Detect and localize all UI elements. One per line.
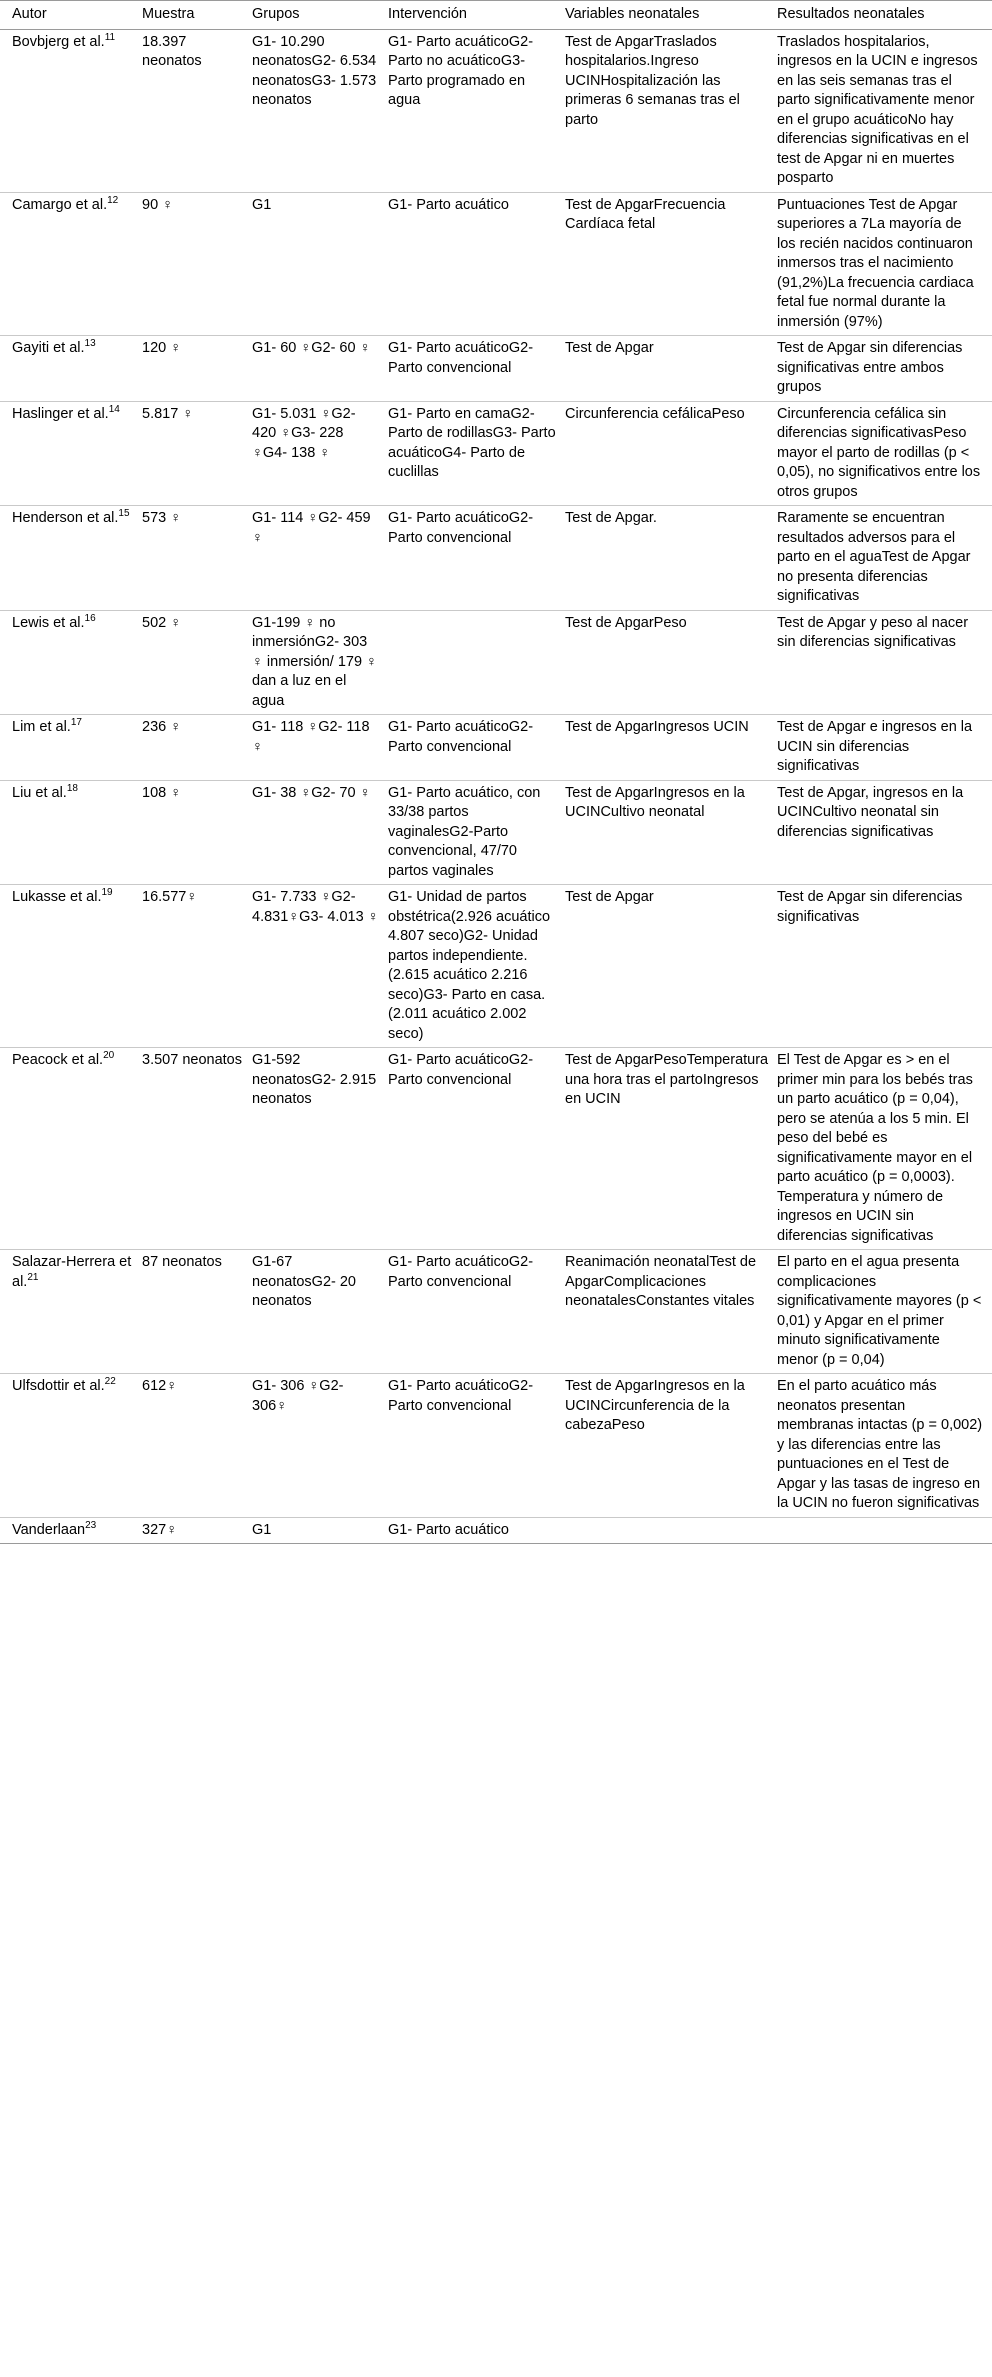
results-cell: Test de Apgar sin diferencias significativas <box>777 885 992 1048</box>
author-name: Lukasse et al. <box>12 889 102 905</box>
groups-cell: G1- 5.031 ♀G2- 420 ♀G3- 228 ♀G4- 138 ♀ <box>252 401 388 506</box>
variables-cell: Test de ApgarIngresos UCIN <box>565 715 777 781</box>
table-row <box>0 192 992 336</box>
variables-cell: Test de Apgar <box>565 336 777 402</box>
reference-number: 14 <box>108 403 120 415</box>
header-row <box>0 1 992 30</box>
table-row <box>0 610 992 715</box>
table-row <box>0 1250 992 1374</box>
groups-cell: G1- 60 ♀G2- 60 ♀ <box>252 336 388 402</box>
sample-cell: 120 ♀ <box>142 336 252 402</box>
header-intervention: Intervención <box>388 1 565 30</box>
variables-cell: Test de ApgarPeso <box>565 610 777 715</box>
sample-cell: 612♀ <box>142 1374 252 1518</box>
results-cell: Test de Apgar e ingresos en la UCIN sin diferencias significativas <box>777 715 992 781</box>
header-groups: Grupos <box>252 1 388 30</box>
header-sample: Muestra <box>142 1 252 30</box>
table-row <box>0 1374 992 1518</box>
intervention-cell: G1- Parto acuático, con 33/38 partos vaginalesG2-Parto convencional, 47/70 partos vaginales <box>388 780 565 885</box>
intervention-cell: G1- Unidad de partos obstétrica(2.926 acuático 4.807 seco)G2- Unidad partos independiente. (2.615 acuático 2.216 seco)G3- Parto en casa. (2.011 acuático 2.002 seco) <box>388 885 565 1048</box>
variables-cell: Test de ApgarIngresos en la UCINCircunferencia de la cabezaPeso <box>565 1374 777 1518</box>
reference-number: 11 <box>104 31 116 43</box>
intervention-cell: G1- Parto en camaG2- Parto de rodillasG3- Parto acuáticoG4- Parto de cuclillas <box>388 401 565 506</box>
reference-number: 13 <box>84 338 96 350</box>
variables-cell: Test de Apgar. <box>565 506 777 611</box>
intervention-cell: G1- Parto acuático <box>388 1517 565 1544</box>
variables-cell <box>565 1517 777 1544</box>
intervention-cell: G1- Parto acuático <box>388 192 565 336</box>
author-name: Salazar-Herrera et al. <box>12 1254 132 1290</box>
results-cell: Test de Apgar sin diferencias significativas entre ambos grupos <box>777 336 992 402</box>
author-cell <box>0 29 142 192</box>
author-name: Ulfsdottir et al. <box>12 1378 105 1394</box>
author-cell <box>0 336 142 402</box>
intervention-cell: G1- Parto acuáticoG2-Parto convencional <box>388 1048 565 1250</box>
reference-number: 15 <box>118 508 130 520</box>
author-cell <box>0 1374 142 1518</box>
author-cell <box>0 885 142 1048</box>
intervention-cell <box>388 610 565 715</box>
reference-number: 16 <box>84 612 96 624</box>
author-name: Lewis et al. <box>12 614 85 631</box>
results-cell: Circunferencia cefálica sin diferencias significativasPeso mayor el parto de rodillas (p < 0,05), no significativos entre los otros grupos <box>777 401 992 506</box>
author-name: Bovbjerg et al. <box>12 33 105 50</box>
table-row <box>0 336 992 402</box>
author-name: Peacock et al. <box>12 1052 104 1068</box>
results-cell: Puntuaciones Test de Apgar superiores a 7La mayoría de los recién nacidos continuaron inmersos tras el nacimiento (91,2%)La frecuencia cardiaca fetal fue normal durante la inmersión (97%) <box>777 192 992 336</box>
reference-number: 12 <box>107 194 119 206</box>
groups-cell: G1- 114 ♀G2- 459 ♀ <box>252 506 388 611</box>
reference-number: 23 <box>85 1519 97 1531</box>
author-name: Liu et al. <box>12 784 67 801</box>
author-name: Gayiti et al. <box>12 340 85 356</box>
author-cell <box>0 780 142 885</box>
author-cell <box>0 1048 142 1250</box>
variables-cell: Test de ApgarIngresos en la UCINCultivo neonatal <box>565 780 777 885</box>
reference-number: 22 <box>104 1376 116 1388</box>
table-row <box>0 715 992 781</box>
author-cell <box>0 1250 142 1374</box>
table-row <box>0 885 992 1048</box>
groups-cell: G1-67 neonatosG2- 20 neonatos <box>252 1250 388 1374</box>
table-row <box>0 780 992 885</box>
groups-cell: G1- 306 ♀G2- 306♀ <box>252 1374 388 1518</box>
results-cell: Traslados hospitalarios, ingresos en la UCIN e ingresos en las seis semanas tras el parto significativamente menor en el grupo acuáticoNo hay diferencias significativas en el test de Apgar ni en muertes posparto <box>777 29 992 192</box>
groups-cell: G1-199 ♀ no inmersiónG2- 303 ♀ inmersión/ 179 ♀ dan a luz en el agua <box>252 610 388 715</box>
author-cell <box>0 1517 142 1544</box>
author-name: Vanderlaan <box>12 1521 86 1538</box>
results-cell: El parto en el agua presenta complicaciones significativamente mayores (p < 0,01) y Apgar en el primer minuto significativamente menor (p = 0,04) <box>777 1250 992 1374</box>
results-cell: Raramente se encuentran resultados adversos para el parto en el aguaTest de Apgar no presenta diferencias significativas <box>777 506 992 611</box>
author-name: Lim et al. <box>12 719 71 735</box>
sample-cell: 90 ♀ <box>142 192 252 336</box>
table-row <box>0 29 992 192</box>
results-cell: En el parto acuático más neonatos presentan membranas intactas (p = 0,002) y las diferencias entre las puntuaciones en el Test de Apgar y las tasas de ingreso en la UCIN no fueron significativas <box>777 1374 992 1518</box>
author-cell <box>0 715 142 781</box>
table-row <box>0 401 992 506</box>
variables-cell: Test de Apgar <box>565 885 777 1048</box>
reference-number: 19 <box>101 887 113 899</box>
sample-cell: 236 ♀ <box>142 715 252 781</box>
intervention-cell: G1- Parto acuáticoG2-Parto convencional <box>388 715 565 781</box>
intervention-cell: G1- Parto acuáticoG2-Parto convencional <box>388 1250 565 1374</box>
table-row <box>0 1517 992 1544</box>
table-row <box>0 1048 992 1250</box>
variables-cell: Test de ApgarPesoTemperatura una hora tras el partoIngresos en UCIN <box>565 1048 777 1250</box>
reference-number: 20 <box>103 1050 115 1062</box>
author-name: Henderson et al. <box>12 510 119 526</box>
sample-cell: 16.577♀ <box>142 885 252 1048</box>
sample-cell: 18.397 neonatos <box>142 29 252 192</box>
groups-cell: G1- 10.290 neonatosG2- 6.534 neonatosG3- 1.573 neonatos <box>252 29 388 192</box>
results-cell: Test de Apgar y peso al nacer sin diferencias significativas <box>777 610 992 715</box>
author-name: Camargo et al. <box>12 196 108 213</box>
sample-cell: 3.507 neonatos <box>142 1048 252 1250</box>
sample-cell: 502 ♀ <box>142 610 252 715</box>
results-cell: El Test de Apgar es > en el primer min para los bebés tras un parto acuático (p = 0,04), pero se atenúa a los 5 min. El peso del bebé es significativamente mayor en el parto acuático (p = 0,0003). Temperatura y número de ingresos en UCIN sin diferencias significativas <box>777 1048 992 1250</box>
intervention-cell: G1- Parto acuáticoG2-Parto convencional <box>388 336 565 402</box>
sample-cell: 5.817 ♀ <box>142 401 252 506</box>
variables-cell: Test de ApgarFrecuencia Cardíaca fetal <box>565 192 777 336</box>
groups-cell: G1- 38 ♀G2- 70 ♀ <box>252 780 388 885</box>
variables-cell: Reanimación neonatalTest de ApgarComplicaciones neonatalesConstantes vitales <box>565 1250 777 1374</box>
groups-cell: G1 <box>252 1517 388 1544</box>
author-cell <box>0 192 142 336</box>
variables-cell: Circunferencia cefálicaPeso <box>565 401 777 506</box>
sample-cell: 108 ♀ <box>142 780 252 885</box>
header-results: Resultados neonatales <box>777 1 992 30</box>
groups-cell: G1-592 neonatosG2- 2.915 neonatos <box>252 1048 388 1250</box>
author-cell <box>0 401 142 506</box>
sample-cell: 87 neonatos <box>142 1250 252 1374</box>
header-author: Autor <box>0 1 142 30</box>
intervention-cell: G1- Parto acuáticoG2- Parto no acuáticoG3- Parto programado en agua <box>388 29 565 192</box>
intervention-cell: G1- Parto acuáticoG2-Parto convencional <box>388 1374 565 1518</box>
groups-cell: G1 <box>252 192 388 336</box>
results-cell: Test de Apgar, ingresos en la UCINCultivo neonatal sin diferencias significativas <box>777 780 992 885</box>
intervention-cell: G1- Parto acuáticoG2-Parto convencional <box>388 506 565 611</box>
groups-cell: G1- 118 ♀G2- 118 ♀ <box>252 715 388 781</box>
reference-number: 18 <box>66 782 78 794</box>
results-cell <box>777 1517 992 1544</box>
header-variables: Variables neonatales <box>565 1 777 30</box>
groups-cell: G1- 7.733 ♀G2- 4.831♀G3- 4.013 ♀ <box>252 885 388 1048</box>
author-cell <box>0 506 142 611</box>
reference-number: 17 <box>70 717 82 729</box>
sample-cell: 573 ♀ <box>142 506 252 611</box>
table-row <box>0 506 992 611</box>
variables-cell: Test de ApgarTraslados hospitalarios.Ingreso UCINHospitalización las primeras 6 semanas tras el parto <box>565 29 777 192</box>
sample-cell: 327♀ <box>142 1517 252 1544</box>
author-cell <box>0 610 142 715</box>
author-name: Haslinger et al. <box>12 405 109 422</box>
reference-number: 21 <box>27 1271 39 1283</box>
